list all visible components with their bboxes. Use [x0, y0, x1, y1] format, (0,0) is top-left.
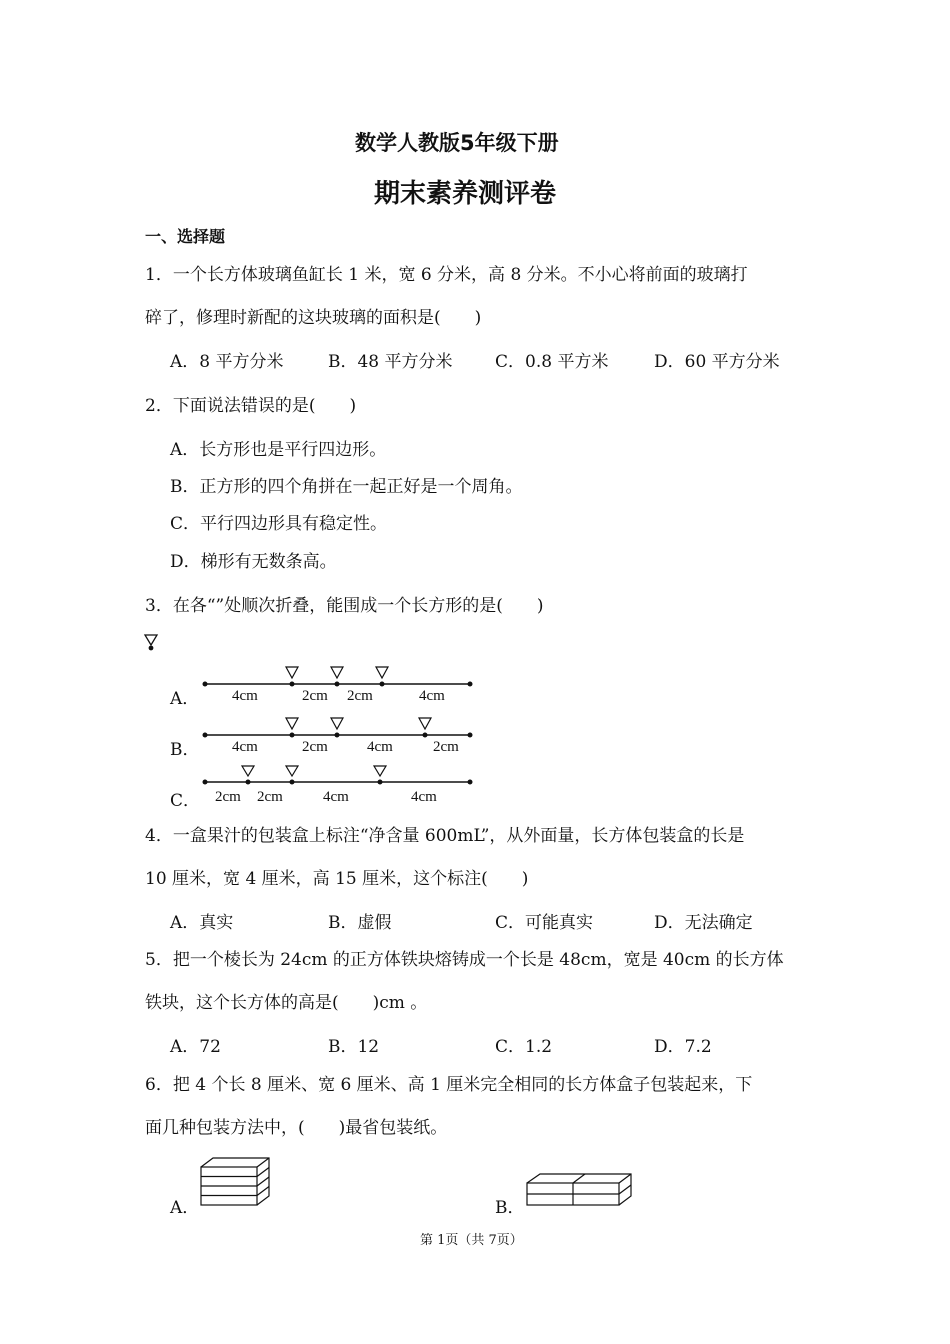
- question-1-line-1: 1．一个长方体玻璃鱼缸长 1 米，宽 6 分米，高 8 分米。不小心将前面的玻璃打: [145, 265, 748, 285]
- question-6-option-b[interactable]: B．: [495, 1198, 525, 1218]
- strip-a-label-4: 4cm: [419, 688, 445, 704]
- strip-c-label-2: 2cm: [257, 789, 283, 805]
- strip-b-endpoint-right: [468, 733, 473, 738]
- question-1-option-d[interactable]: D．60 平方分米: [654, 352, 780, 372]
- strip-a-label-2: 2cm: [302, 688, 328, 704]
- strip-a-label-1: 4cm: [232, 688, 258, 704]
- question-3-option-c[interactable]: C．: [170, 791, 201, 811]
- exam-title: 期末素养测评卷: [374, 179, 557, 209]
- strip-b-label-4: 2cm: [433, 739, 459, 755]
- question-5-option-c[interactable]: C．1.2: [495, 1037, 553, 1057]
- fold-strip-c: [195, 764, 480, 806]
- strip-b-endpoint-left: [203, 733, 208, 738]
- question-1-line-2: 碎了，修理时新配的这块玻璃的面积是( ): [145, 308, 482, 328]
- question-2-line-1: 2．下面说法错误的是( ): [145, 396, 357, 416]
- question-2-option-d[interactable]: D．梯形有无数条高。: [170, 552, 337, 572]
- strip-c-label-4: 4cm: [411, 789, 437, 805]
- question-4-line-2: 10 厘米，宽 4 厘米，高 15 厘米，这个标注( ): [145, 869, 529, 889]
- question-6-option-a[interactable]: A．: [170, 1198, 200, 1218]
- strip-a-endpoint-right: [468, 682, 473, 687]
- question-5-line-2: 铁块，这个长方体的高是( )cm 。: [145, 993, 428, 1013]
- page-header-title: 数学人教版5年级下册: [355, 131, 559, 155]
- question-2-option-b[interactable]: B．正方形的四个角拼在一起正好是一个周角。: [170, 477, 523, 497]
- strip-c-endpoint-right: [468, 780, 473, 785]
- question-3-line-1: 3．在各“”处顺次折叠，能围成一个长方形的是( ): [145, 596, 544, 616]
- question-5-option-a[interactable]: A．72: [170, 1037, 221, 1057]
- fold-mark-icon: [143, 633, 161, 653]
- question-4-option-a[interactable]: A．真实: [170, 913, 234, 933]
- question-3-option-b[interactable]: B．: [170, 740, 200, 760]
- question-6-line-1: 6．把 4 个长 8 厘米、宽 6 厘米、高 1 厘米完全相同的长方体盒子包装起来，下: [145, 1075, 753, 1095]
- question-1-option-c[interactable]: C．0.8 平方米: [495, 352, 609, 372]
- page-footer: 第 1页（共 7页）: [420, 1233, 523, 1248]
- section-heading-choice: 一、选择题: [145, 227, 226, 246]
- stacked-boxes-figure-a: [198, 1155, 272, 1207]
- question-5-option-d[interactable]: D．7.2: [654, 1037, 712, 1057]
- question-4-option-c[interactable]: C．可能真实: [495, 913, 594, 933]
- stacked-boxes-figure-b: [524, 1171, 634, 1207]
- question-1-option-a[interactable]: A．8 平方分米: [170, 352, 284, 372]
- strip-a-endpoint-left: [203, 682, 208, 687]
- question-3-option-a[interactable]: A．: [170, 689, 200, 709]
- strip-c-endpoint-left: [203, 780, 208, 785]
- strip-c-label-3: 4cm: [323, 789, 349, 805]
- question-1-option-b[interactable]: B．48 平方分米: [328, 352, 453, 372]
- question-2-option-a[interactable]: A．长方形也是平行四边形。: [170, 440, 387, 460]
- strip-b-label-3: 4cm: [367, 739, 393, 755]
- fold-strip-b: [195, 713, 480, 755]
- strip-c-label-1: 2cm: [215, 789, 241, 805]
- question-2-option-c[interactable]: C．平行四边形具有稳定性。: [170, 514, 388, 534]
- question-4-option-b[interactable]: B．虚假: [328, 913, 392, 933]
- question-5-line-1: 5．把一个棱长为 24cm 的正方体铁块熔铸成一个长是 48cm，宽是 40cm 的长方体: [145, 950, 784, 970]
- strip-b-label-1: 4cm: [232, 739, 258, 755]
- question-4-option-d[interactable]: D．无法确定: [654, 913, 753, 933]
- strip-a-label-3: 2cm: [347, 688, 373, 704]
- question-5-option-b[interactable]: B．12: [328, 1037, 380, 1057]
- question-6-line-2: 面几种包装方法中，( )最省包装纸。: [145, 1118, 448, 1138]
- strip-b-label-2: 2cm: [302, 739, 328, 755]
- question-4-line-1: 4．一盒果汁的包装盒上标注“净含量 600mL”，从外面量，长方体包装盒的长是: [145, 826, 745, 846]
- fold-strip-a: [195, 662, 480, 704]
